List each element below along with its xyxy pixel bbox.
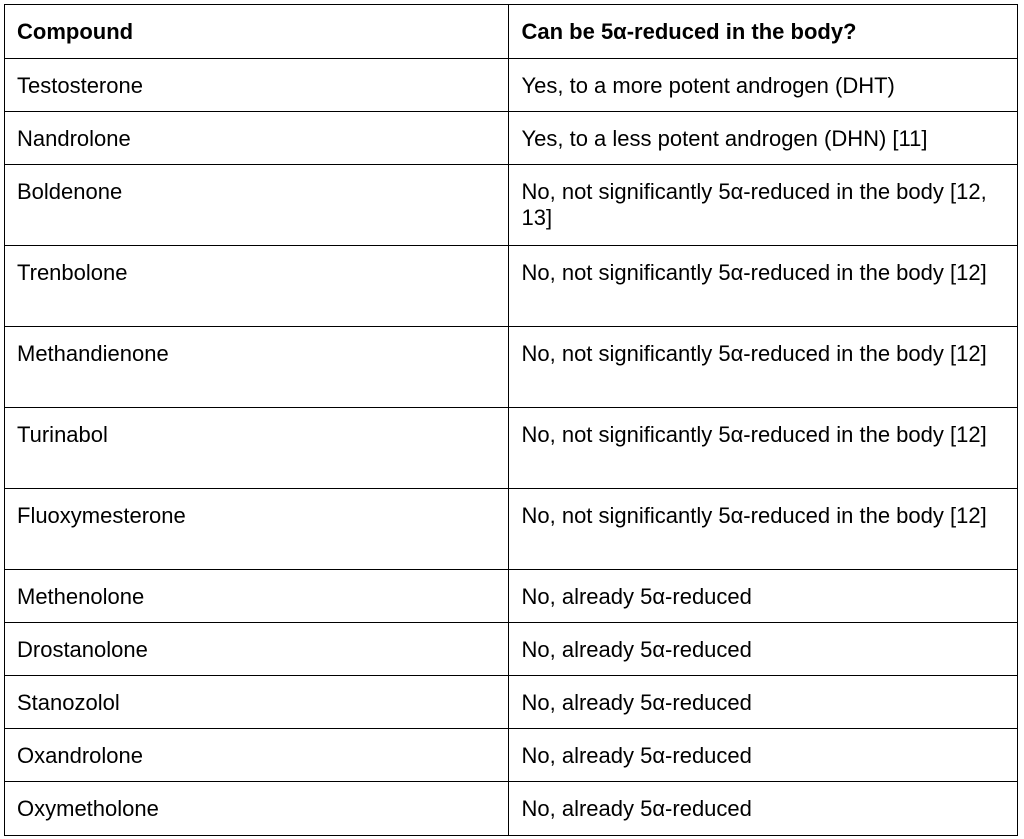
answer-text: No, not significantly 5α-reduced in the body [12] bbox=[521, 341, 987, 366]
answer-text: No, already 5α-reduced bbox=[521, 690, 752, 715]
table-header-row bbox=[5, 5, 1018, 59]
answer-text: No, already 5α-reduced bbox=[521, 743, 752, 768]
table-row bbox=[5, 59, 1018, 112]
compound-table bbox=[4, 4, 1018, 836]
compound-cell bbox=[5, 327, 509, 408]
answer-text: No, not significantly 5α-reduced in the body [12] bbox=[521, 503, 987, 528]
compound-name: Trenbolone bbox=[17, 260, 128, 285]
compound-cell bbox=[5, 782, 509, 836]
answer-cell bbox=[509, 59, 1018, 112]
compound-cell bbox=[5, 729, 509, 782]
answer-cell bbox=[509, 782, 1018, 836]
compound-cell bbox=[5, 165, 509, 246]
compound-name: Methenolone bbox=[17, 584, 145, 609]
compound-cell bbox=[5, 489, 509, 570]
table-row bbox=[5, 729, 1018, 782]
compound-cell bbox=[5, 59, 509, 112]
header-compound-label: Compound bbox=[17, 19, 134, 44]
compound-cell bbox=[5, 408, 509, 489]
table-row bbox=[5, 782, 1018, 836]
table-row bbox=[5, 327, 1018, 408]
table-row bbox=[5, 408, 1018, 489]
compound-name: Methandienone bbox=[17, 341, 169, 366]
table-row bbox=[5, 570, 1018, 623]
compound-name: Drostanolone bbox=[17, 637, 148, 662]
answer-cell bbox=[509, 729, 1018, 782]
header-compound bbox=[5, 5, 509, 59]
compound-name: Oxandrolone bbox=[17, 743, 143, 768]
compound-name: Oxymetholone bbox=[17, 796, 159, 821]
compound-cell bbox=[5, 676, 509, 729]
answer-cell bbox=[509, 112, 1018, 165]
answer-text: No, not significantly 5α-reduced in the body [12] bbox=[521, 422, 987, 447]
answer-text: No, already 5α-reduced bbox=[521, 637, 752, 662]
answer-cell bbox=[509, 676, 1018, 729]
answer-text: No, not significantly 5α-reduced in the body [12] bbox=[521, 260, 987, 285]
compound-name: Boldenone bbox=[17, 179, 123, 204]
table-row bbox=[5, 676, 1018, 729]
answer-text: No, already 5α-reduced bbox=[521, 584, 752, 609]
table-row bbox=[5, 489, 1018, 570]
compound-name: Fluoxymesterone bbox=[17, 503, 186, 528]
answer-cell bbox=[509, 623, 1018, 676]
compound-name: Nandrolone bbox=[17, 126, 131, 151]
compound-name: Stanozolol bbox=[17, 690, 120, 715]
answer-cell bbox=[509, 570, 1018, 623]
header-5a-reduced-label: Can be 5α-reduced in the body? bbox=[521, 19, 857, 44]
compound-cell bbox=[5, 623, 509, 676]
table-row bbox=[5, 112, 1018, 165]
answer-text: Yes, to a more potent androgen (DHT) bbox=[521, 73, 895, 98]
answer-text: No, already 5α-reduced bbox=[521, 796, 752, 821]
answer-text: Yes, to a less potent androgen (DHN) [11] bbox=[521, 126, 928, 151]
answer-text: No, not significantly 5α-reduced in the body [12, 13] bbox=[521, 179, 987, 230]
compound-cell bbox=[5, 246, 509, 327]
compound-name: Testosterone bbox=[17, 73, 143, 98]
answer-cell bbox=[509, 408, 1018, 489]
table-row bbox=[5, 165, 1018, 246]
answer-cell bbox=[509, 327, 1018, 408]
header-5a-reduced bbox=[509, 5, 1018, 59]
table-row bbox=[5, 623, 1018, 676]
answer-cell bbox=[509, 246, 1018, 327]
compound-cell bbox=[5, 570, 509, 623]
compound-cell bbox=[5, 112, 509, 165]
answer-cell bbox=[509, 165, 1018, 246]
compound-name: Turinabol bbox=[17, 422, 108, 447]
answer-cell bbox=[509, 489, 1018, 570]
table-row bbox=[5, 246, 1018, 327]
